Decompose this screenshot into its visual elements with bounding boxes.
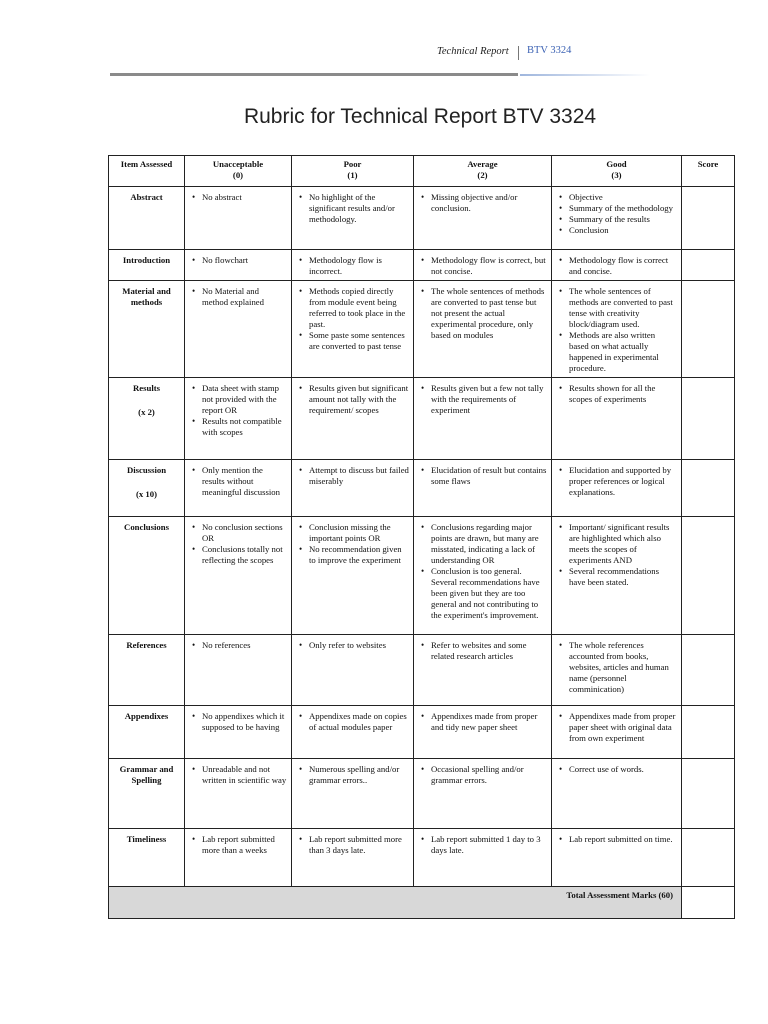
criteria-item: • Conclusions regarding major points are drawn, but many are misstated, indicating a lack of understanding OR: [431, 522, 547, 566]
criteria-list: [552, 187, 681, 236]
criteria-item: • Results given but a few not tally with the requirements of experiment: [431, 383, 547, 416]
col-header-label: Average: [467, 159, 498, 169]
criteria-list: [185, 187, 291, 203]
header-separator: [518, 46, 519, 60]
criteria-list: [185, 460, 291, 498]
unacceptable-cell: [185, 187, 292, 250]
average-cell: [414, 635, 552, 706]
unacceptable-cell: [185, 460, 292, 517]
criteria-item: • Conclusions totally not reflecting the scopes: [202, 544, 287, 566]
criteria-item: • Elucidation and supported by proper references or logical explanations.: [569, 465, 677, 498]
unacceptable-cell: [185, 706, 292, 759]
col-header-points: (2): [477, 170, 488, 180]
criteria-item: • Only mention the results without meaningful discussion: [202, 465, 287, 498]
item-name: Appendixes: [124, 711, 169, 721]
criteria-list: [552, 635, 681, 695]
good-cell: [552, 250, 682, 281]
criteria-item: • No abstract: [202, 192, 287, 203]
criteria-list: [414, 829, 551, 856]
rubric-row: [109, 460, 735, 517]
criteria-item: • Important/ significant results are highlighted which also meets the scopes of experiments AND: [569, 522, 677, 566]
poor-cell: [292, 635, 414, 706]
average-cell: [414, 517, 552, 635]
criteria-item: • The whole references accounted from books, websites, articles and human name (personnel comminication): [569, 640, 677, 695]
criteria-item: • No flowchart: [202, 255, 287, 266]
criteria-list: [292, 250, 413, 277]
criteria-item: • Some paste some sentences are converted to past tense: [309, 330, 409, 352]
poor-cell: [292, 829, 414, 887]
criteria-list: [414, 759, 551, 786]
good-cell: [552, 635, 682, 706]
criteria-item: • Only refer to websites: [309, 640, 409, 651]
criteria-item: • Results shown for all the scopes of experiments: [569, 383, 677, 405]
col-header-label: Unacceptable: [212, 159, 264, 169]
item-name: Introduction: [122, 255, 171, 265]
poor-cell: [292, 281, 414, 378]
criteria-list: [292, 378, 413, 416]
criteria-list: [414, 706, 551, 733]
criteria-item: • Appendixes made on copies of actual modules paper: [309, 711, 409, 733]
poor-cell: [292, 378, 414, 460]
item-assessed-cell: [109, 635, 185, 706]
score-cell[interactable]: [682, 706, 735, 759]
criteria-item: • Methodology flow is incorrect.: [309, 255, 409, 277]
item-assessed-cell: [109, 829, 185, 887]
good-cell: [552, 517, 682, 635]
criteria-list: [414, 187, 551, 214]
score-cell[interactable]: [682, 759, 735, 829]
average-cell: [414, 187, 552, 250]
col-header-label: Good: [606, 159, 627, 169]
col-header-label: Poor: [343, 159, 362, 169]
col-header-label: Item Assessed: [120, 159, 173, 169]
criteria-item: • Data sheet with stamp not provided with the report OR: [202, 383, 287, 416]
item-name: References: [126, 640, 167, 650]
criteria-list: [292, 635, 413, 651]
criteria-item: • No highlight of the significant results and/or methodology.: [309, 192, 409, 225]
criteria-item: • No Material and method explained: [202, 286, 287, 308]
col-header-points: (1): [347, 170, 358, 180]
total-score-cell[interactable]: [682, 887, 735, 919]
item-assessed-cell: [109, 187, 185, 250]
criteria-item: • Methodology flow is correct, but not concise.: [431, 255, 547, 277]
poor-cell: [292, 517, 414, 635]
poor-cell: [292, 250, 414, 281]
good-cell: [552, 829, 682, 887]
criteria-item: • Conclusion is too general. Several recommendations have been given but they are too general and not contributing to the experiment's improvement.: [431, 566, 547, 621]
criteria-item: • Objective: [569, 192, 677, 203]
average-cell: [414, 250, 552, 281]
criteria-item: • No references: [202, 640, 287, 651]
criteria-item: • Correct use of words.: [569, 764, 677, 775]
rubric-row: [109, 706, 735, 759]
rubric-row: [109, 759, 735, 829]
criteria-list: [185, 706, 291, 733]
document-title: Rubric for Technical Report BTV 3324: [243, 105, 597, 128]
total-label: Total Assessment Marks (60): [109, 887, 682, 919]
item-name: Timeliness: [126, 834, 167, 844]
criteria-list: [185, 517, 291, 566]
criteria-list: [414, 281, 551, 341]
criteria-list: [552, 517, 681, 588]
item-assessed-cell: [109, 250, 185, 281]
item-name: Results: [132, 383, 161, 393]
score-cell[interactable]: [682, 829, 735, 887]
col-header-points: (0): [232, 170, 244, 180]
score-cell[interactable]: [682, 378, 735, 460]
header-course-code: BTV 3324: [527, 45, 572, 56]
col-header-label: Score: [697, 159, 719, 169]
criteria-list: [414, 517, 551, 621]
col-header-points: (3): [611, 170, 622, 180]
average-cell: [414, 706, 552, 759]
score-cell[interactable]: [682, 517, 735, 635]
item-name: Grammar and Spelling: [119, 764, 174, 785]
item-assessed-cell: [109, 517, 185, 635]
page-header: [0, 44, 768, 64]
item-name: Discussion: [126, 465, 167, 475]
item-multiplier: (x 10): [136, 489, 157, 499]
criteria-item: • Lab report submitted 1 day to 3 days late.: [431, 834, 547, 856]
criteria-item: • No appendixes which it supposed to be having: [202, 711, 287, 733]
average-cell: [414, 460, 552, 517]
criteria-item: • Appendixes made from proper paper sheet with original data from own experiment: [569, 711, 677, 744]
rubric-table: [108, 155, 735, 919]
criteria-list: [552, 829, 681, 845]
item-assessed-cell: [109, 281, 185, 378]
criteria-list: [292, 517, 413, 566]
score-cell[interactable]: [682, 187, 735, 250]
criteria-item: • Unreadable and not written in scientific way: [202, 764, 287, 786]
criteria-list: [185, 378, 291, 438]
criteria-item: • Lab report submitted more than a weeks: [202, 834, 287, 856]
criteria-item: • Summary of the results: [569, 214, 677, 225]
criteria-list: [185, 829, 291, 856]
score-cell[interactable]: [682, 460, 735, 517]
criteria-item: • The whole sentences of methods are converted to past tense but not present the actual experimental procedure, only based on modules: [431, 286, 547, 341]
header-doc-label: Technical Report: [437, 46, 509, 57]
average-cell: [414, 281, 552, 378]
criteria-item: • Methods are also written based on what actually happened in experimental procedure.: [569, 330, 677, 374]
unacceptable-cell: [185, 829, 292, 887]
criteria-item: • Occasional spelling and/or grammar errors.: [431, 764, 547, 786]
criteria-item: • Attempt to discuss but failed miserably: [309, 465, 409, 487]
total-row: [109, 887, 735, 919]
average-cell: [414, 829, 552, 887]
criteria-item: • Lab report submitted more than 3 days late.: [309, 834, 409, 856]
criteria-list: [292, 759, 413, 786]
unacceptable-cell: [185, 378, 292, 460]
criteria-item: • Refer to websites and some related research articles: [431, 640, 547, 662]
criteria-item: • Appendixes made from proper and tidy new paper sheet: [431, 711, 547, 733]
item-assessed-cell: [109, 378, 185, 460]
criteria-list: [292, 460, 413, 487]
criteria-list: [552, 281, 681, 374]
score-cell[interactable]: [682, 250, 735, 281]
poor-cell: [292, 187, 414, 250]
poor-cell: [292, 759, 414, 829]
criteria-item: • Methodology flow is correct and concise.: [569, 255, 677, 277]
item-name: Material and methods: [122, 286, 171, 307]
criteria-list: [414, 460, 551, 487]
item-assessed-cell: [109, 460, 185, 517]
score-cell[interactable]: [682, 635, 735, 706]
criteria-list: [552, 378, 681, 405]
criteria-list: [292, 187, 413, 225]
criteria-list: [552, 460, 681, 498]
item-name: Conclusions: [124, 522, 169, 532]
good-cell: [552, 706, 682, 759]
criteria-list: [552, 706, 681, 744]
criteria-item: • Results not compatible with scopes: [202, 416, 287, 438]
item-assessed-cell: [109, 706, 185, 759]
rubric-row: [109, 829, 735, 887]
criteria-item: • The whole sentences of methods are converted to past tense with creativity block/diagram used.: [569, 286, 677, 330]
rubric-row: [109, 378, 735, 460]
unacceptable-cell: [185, 281, 292, 378]
average-cell: [414, 759, 552, 829]
criteria-item: • Numerous spelling and/or grammar errors..: [309, 764, 409, 786]
criteria-item: • Missing objective and/or conclusion.: [431, 192, 547, 214]
header-rule: [110, 73, 518, 76]
rubric-row: [109, 281, 735, 378]
col-header: [185, 156, 292, 187]
average-cell: [414, 378, 552, 460]
rubric-row: [109, 517, 735, 635]
rubric-row: [109, 250, 735, 281]
unacceptable-cell: [185, 759, 292, 829]
criteria-item: • Methods copied directly from module event being referred to took place in the past.: [309, 286, 409, 330]
score-cell[interactable]: [682, 281, 735, 378]
criteria-item: • Conclusion: [569, 225, 677, 236]
item-multiplier: (x 2): [138, 407, 155, 417]
item-name: Abstract: [130, 192, 163, 202]
criteria-list: [552, 759, 681, 775]
unacceptable-cell: [185, 250, 292, 281]
col-header: [109, 156, 185, 187]
criteria-item: • Elucidation of result but contains some flaws: [431, 465, 547, 487]
header-accent-rule: [520, 74, 650, 76]
good-cell: [552, 187, 682, 250]
header-row: [109, 156, 735, 187]
col-header: [414, 156, 552, 187]
criteria-item: • Conclusion missing the important points OR: [309, 522, 409, 544]
rubric-row: [109, 635, 735, 706]
criteria-item: • No recommendation given to improve the experiment: [309, 544, 409, 566]
good-cell: [552, 460, 682, 517]
criteria-list: [414, 635, 551, 662]
good-cell: [552, 281, 682, 378]
criteria-list: [292, 829, 413, 856]
criteria-item: • No conclusion sections OR: [202, 522, 287, 544]
poor-cell: [292, 460, 414, 517]
criteria-list: [185, 759, 291, 786]
item-assessed-cell: [109, 759, 185, 829]
col-header: [552, 156, 682, 187]
unacceptable-cell: [185, 517, 292, 635]
criteria-list: [414, 378, 551, 416]
col-header: [292, 156, 414, 187]
criteria-list: [185, 281, 291, 308]
good-cell: [552, 378, 682, 460]
criteria-list: [185, 635, 291, 651]
criteria-list: [414, 250, 551, 277]
criteria-list: [292, 281, 413, 352]
poor-cell: [292, 706, 414, 759]
criteria-list: [292, 706, 413, 733]
rubric-row: [109, 187, 735, 250]
criteria-item: • Several recommendations have been stated.: [569, 566, 677, 588]
criteria-list: [185, 250, 291, 266]
criteria-item: • Lab report submitted on time.: [569, 834, 677, 845]
good-cell: [552, 759, 682, 829]
col-header: [682, 156, 735, 187]
unacceptable-cell: [185, 635, 292, 706]
criteria-item: • Results given but significant amount not tally with the requirement/ scopes: [309, 383, 409, 416]
criteria-list: [552, 250, 681, 277]
criteria-item: • Summary of the methodology: [569, 203, 677, 214]
